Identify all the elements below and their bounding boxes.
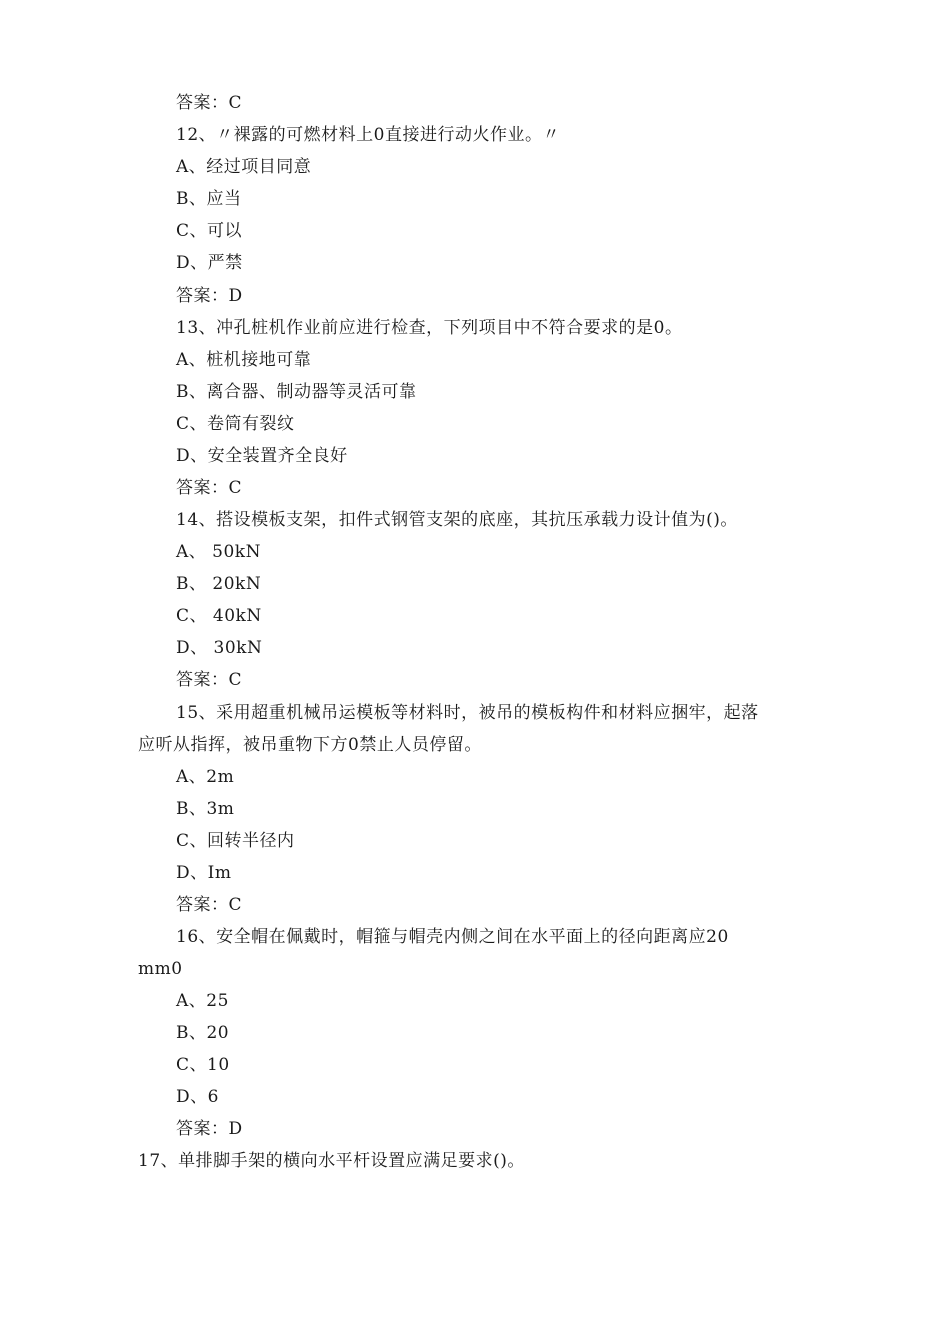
question-16-line-1: 16、安全帽在佩戴时，帽箍与帽壳内侧之间在水平面上的径向距离应20 <box>176 927 729 947</box>
option-13-d: D、安全装置齐全良好 <box>176 446 348 466</box>
question-15-line-1: 15、采用超重机械吊运模板等材料时，被吊的模板构件和材料应捆牢，起落 <box>176 703 759 723</box>
option-14-c: C、 40kN <box>176 606 262 626</box>
question-14: 14、搭设模板支架，扣件式钢管支架的底座，其抗压承载力设计值为()。 <box>176 510 738 530</box>
option-16-d: D、6 <box>176 1087 219 1107</box>
option-15-b: B、3m <box>176 799 235 819</box>
answer-12: 答案：D <box>176 286 243 306</box>
answer-16: 答案：D <box>176 1119 243 1139</box>
option-14-a: A、 50kN <box>176 542 261 562</box>
question-15-line-2: 应听从指挥，被吊重物下方0禁止人员停留。 <box>138 735 482 755</box>
answer-15: 答案：C <box>176 895 243 915</box>
option-15-d: D、Im <box>176 863 232 883</box>
question-16-line-2: mm0 <box>138 959 183 979</box>
option-13-a: A、桩机接地可靠 <box>176 350 312 370</box>
answer-13: 答案：C <box>176 478 243 498</box>
option-12-d: D、严禁 <box>176 253 243 273</box>
option-12-b: B、应当 <box>176 189 242 209</box>
option-14-d: D、 30kN <box>176 638 263 658</box>
answer-14: 答案：C <box>176 670 243 690</box>
question-13: 13、冲孔桩机作业前应进行检查，下列项目中不符合要求的是0。 <box>176 318 683 338</box>
answer-11: 答案：C <box>176 93 243 113</box>
option-13-c: C、卷筒有裂纹 <box>176 414 295 434</box>
option-15-a: A、2m <box>176 767 235 787</box>
question-12: 12、〃裸露的可燃材料上0直接进行动火作业。〃 <box>176 125 560 145</box>
option-13-b: B、离合器、制动器等灵活可靠 <box>176 382 417 402</box>
option-16-b: B、20 <box>176 1023 230 1043</box>
question-17: 17、单排脚手架的横向水平杆设置应满足要求()。 <box>138 1151 525 1171</box>
option-16-c: C、10 <box>176 1055 230 1075</box>
option-16-a: A、25 <box>176 991 229 1011</box>
option-15-c: C、回转半径内 <box>176 831 295 851</box>
option-12-a: A、经过项目同意 <box>176 157 312 177</box>
option-12-c: C、可以 <box>176 221 243 241</box>
option-14-b: B、 20kN <box>176 574 262 594</box>
